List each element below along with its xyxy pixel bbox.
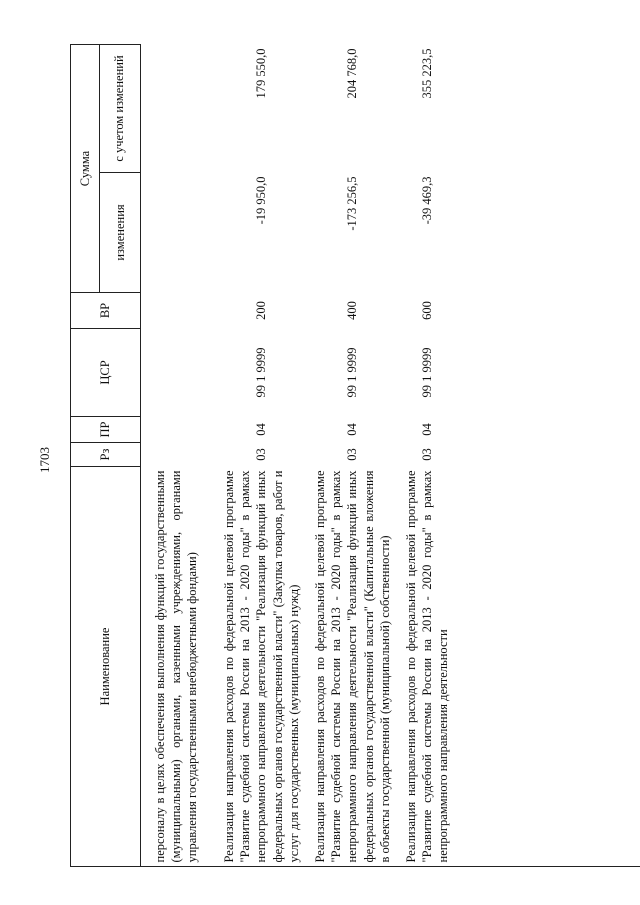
row-name: Реализация направления расходов по федеральной целевой программе "Развитие судебной системы России на 2013 - 2020 годы" в рамках непрограммного направления деятельности "Реализация функций иных федеральных органов государственной власти" (Капитальные вложения в объекты государственной (муниципальной) собственности) (313, 470, 392, 863)
row-rz (141, 443, 212, 467)
header-sum: Сумма (71, 45, 100, 293)
row-change (141, 173, 212, 293)
row-change: -173 256,5 (345, 176, 360, 231)
header-rz: Рз (71, 443, 141, 467)
row-change: -19 950,0 (254, 176, 268, 225)
row-csr: 99 1 9999 (345, 347, 360, 398)
row-csr: 99 1 9999 (254, 347, 268, 398)
row-csr (141, 329, 212, 417)
row-rz: 03 (419, 448, 434, 461)
row-pr: 04 (345, 423, 360, 436)
header-pr: ПР (71, 417, 141, 443)
header-with-changes: с учетом изменений (100, 45, 141, 173)
row-change: -39 469,3 (419, 176, 434, 225)
row-name: Реализация направления расходов по федеральной целевой программе "Развитие судебной системы России на 2013 - 2020 годы" в рамках непрограммного направления деятельности (404, 470, 451, 863)
header-vr: ВР (71, 293, 141, 329)
row-rz: 03 (254, 448, 268, 461)
budget-table (70, 44, 452, 867)
row-with-changes: 355 223,5 (419, 48, 434, 99)
table-row (221, 45, 302, 867)
row-with-changes: 204 768,0 (345, 48, 360, 99)
header-change: изменения (100, 173, 141, 293)
header-name: Наименование (71, 467, 141, 867)
row-pr: 04 (254, 423, 268, 436)
table-row (141, 45, 212, 867)
table-left-border (70, 866, 640, 867)
row-csr: 99 1 9999 (419, 347, 434, 398)
row-pr (141, 417, 212, 443)
row-vr: 200 (254, 301, 268, 320)
table-row (403, 45, 452, 867)
row-vr: 400 (345, 301, 360, 320)
row-with-changes: 179 550,0 (254, 48, 268, 99)
row-rz: 03 (345, 448, 360, 461)
row-name: Реализация направления расходов по федеральной целевой программе "Развитие судебной системы России на 2013 - 2020 годы" в рамках непрограммного направления деятельности "Реализация функций иных федеральных органов государственной власти" (Закупка товаров, работ и услуг для государственных (муниципальных) нужд) (222, 470, 301, 863)
row-name: персоналу в целях обеспечения выполнения функций государственными (муниципальными) органами, казенными учреждениями, органами управления государственными внебюджетными фондами) (152, 470, 200, 863)
row-pr: 04 (419, 423, 434, 436)
table-top-tick (70, 863, 71, 867)
header-csr: ЦСР (71, 329, 141, 417)
table-header-row-1 (71, 45, 100, 867)
row-vr: 600 (419, 301, 434, 320)
page-number: 1703 (37, 447, 52, 473)
row-with-changes (141, 45, 212, 173)
table-row (312, 45, 393, 867)
row-vr (141, 293, 212, 329)
